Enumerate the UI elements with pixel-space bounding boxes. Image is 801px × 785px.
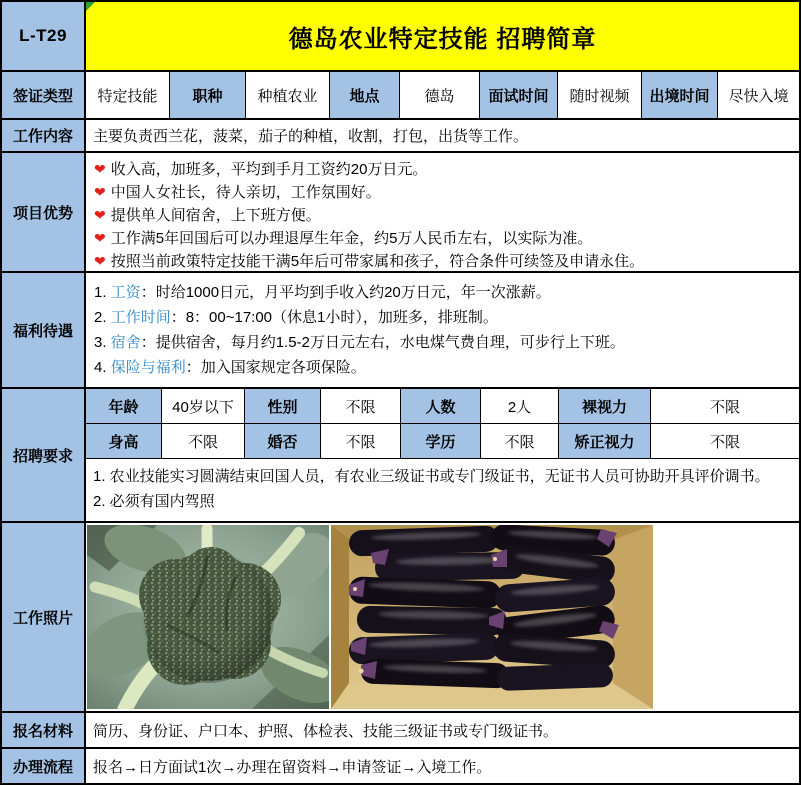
materials-label: 报名材料 [2, 713, 86, 747]
advantage-item [94, 204, 791, 227]
benefit-text: ：加入国家规定各项保险。 [185, 359, 366, 376]
heart-icon: ❤ [94, 184, 106, 200]
advantage-text: 工作满5年回国后可以办理退厚生年金，约5万人民币左右，以实际为准。 [110, 230, 593, 247]
advantage-text: 收入高，加班多，平均到手月工资约20万日元。 [110, 161, 428, 178]
process-label: 办理流程 [2, 749, 86, 783]
location-label: 地点 [330, 72, 400, 118]
visa-type-value: 特定技能 [86, 72, 170, 118]
advantage-text: 按照当前政策特定技能干满5年后可带家属和孩子，符合条件可续签及申请永住。 [110, 253, 645, 270]
process-text: 报名→日方面试1次→办理在留资料→申请签证→入境工作。 [86, 749, 799, 783]
requirement-note: 2. 必须有国内驾照 [93, 493, 215, 510]
photos-content [86, 523, 799, 711]
corrected-vision-label: 矫正视力 [559, 424, 651, 458]
height-label: 身高 [86, 424, 162, 458]
interview-time-value: 随时视频 [558, 72, 642, 118]
benefit-item [94, 330, 791, 355]
height-value: 不限 [162, 424, 245, 458]
benefit-num: 3. [94, 334, 111, 351]
job-kind-value: 种植农业 [246, 72, 330, 118]
heart-icon: ❤ [94, 230, 106, 246]
benefit-item [94, 305, 791, 330]
age-label: 年龄 [86, 389, 162, 423]
post-code: L-T29 [2, 2, 86, 70]
benefit-term: 保险与福利 [110, 359, 186, 376]
job-content-label: 工作内容 [2, 120, 86, 151]
page-title: 德岛农业特定技能 招聘简章 [288, 25, 597, 53]
visa-type-label: 签证类型 [2, 72, 86, 118]
benefit-num: 4. [94, 359, 111, 376]
visa-info-row [2, 70, 799, 118]
naked-vision-label: 裸视力 [559, 389, 651, 423]
headcount-value: 2人 [481, 389, 559, 423]
age-value: 40岁以下 [162, 389, 245, 423]
eggplant-photo [331, 525, 653, 709]
job-content-row [2, 118, 799, 151]
requirements-label: 招聘要求 [2, 389, 86, 521]
advantage-item [94, 181, 791, 204]
heart-icon: ❤ [94, 207, 106, 223]
materials-text: 简历、身份证、户口本、护照、体检表、技能三级证书或专门级证书。 [86, 713, 799, 747]
benefit-text: ：提供宿舍，每月约1.5-2万日元左右，水电煤气费自理，可步行上下班。 [140, 334, 625, 351]
requirements-grid-row [86, 424, 799, 459]
advantage-item [94, 227, 791, 250]
job-content-text: 主要负责西兰花，菠菜，茄子的种植，收割，打包，出货等工作。 [86, 120, 799, 151]
materials-row [2, 711, 799, 747]
advantage-item [94, 250, 791, 271]
photos-label: 工作照片 [2, 523, 86, 711]
advantage-item [94, 158, 791, 181]
header-row [2, 2, 799, 70]
marital-label: 婚否 [245, 424, 321, 458]
benefit-item [94, 355, 791, 380]
benefit-item [94, 280, 791, 305]
education-value: 不限 [481, 424, 559, 458]
photos-row [2, 521, 799, 711]
requirement-note: 1. 农业技能实习圆满结束回国人员，有农业三级证书或专门级证书，无证书人员可协助开具评价调书。 [93, 468, 770, 485]
benefits-row [2, 271, 799, 387]
title-banner [86, 2, 799, 70]
gender-label: 性别 [245, 389, 321, 423]
heart-icon: ❤ [94, 253, 106, 269]
benefits-list [86, 273, 799, 387]
benefits-label: 福利待遇 [2, 273, 86, 387]
requirements-content [86, 389, 799, 521]
benefit-text: ：8：00~17:00（休息1小时），加班多，排班制。 [170, 309, 498, 326]
departure-time-value: 尽快入境 [718, 72, 799, 118]
corner-flag-icon [86, 2, 95, 11]
advantage-text: 中国人女社长，待人亲切，工作氛围好。 [110, 184, 381, 201]
marital-value: 不限 [321, 424, 401, 458]
advantage-text: 提供单人间宿舍，上下班方便。 [110, 207, 321, 224]
benefit-num: 1. [94, 284, 111, 301]
benefit-term: 工作时间 [110, 309, 171, 326]
departure-time-label: 出境时间 [642, 72, 718, 118]
headcount-label: 人数 [401, 389, 481, 423]
corrected-vision-value: 不限 [651, 424, 799, 458]
job-kind-label: 职种 [170, 72, 246, 118]
benefit-term: 工资 [110, 284, 141, 301]
benefit-num: 2. [94, 309, 111, 326]
requirements-grid-row [86, 389, 799, 424]
broccoli-photo [87, 525, 329, 709]
naked-vision-value: 不限 [651, 389, 799, 423]
requirements-notes [86, 459, 799, 521]
advantages-list [86, 153, 799, 271]
interview-time-label: 面试时间 [480, 72, 558, 118]
requirements-row [2, 387, 799, 521]
benefit-text: ：时给1000日元，月平均到手收入约20万日元，年一次涨薪。 [140, 284, 551, 301]
education-label: 学历 [401, 424, 481, 458]
benefit-term: 宿舍 [110, 334, 141, 351]
gender-value: 不限 [321, 389, 401, 423]
location-value: 德岛 [400, 72, 480, 118]
advantages-row [2, 151, 799, 271]
process-row [2, 747, 799, 783]
heart-icon: ❤ [94, 161, 106, 177]
advantages-label: 项目优势 [2, 153, 86, 271]
